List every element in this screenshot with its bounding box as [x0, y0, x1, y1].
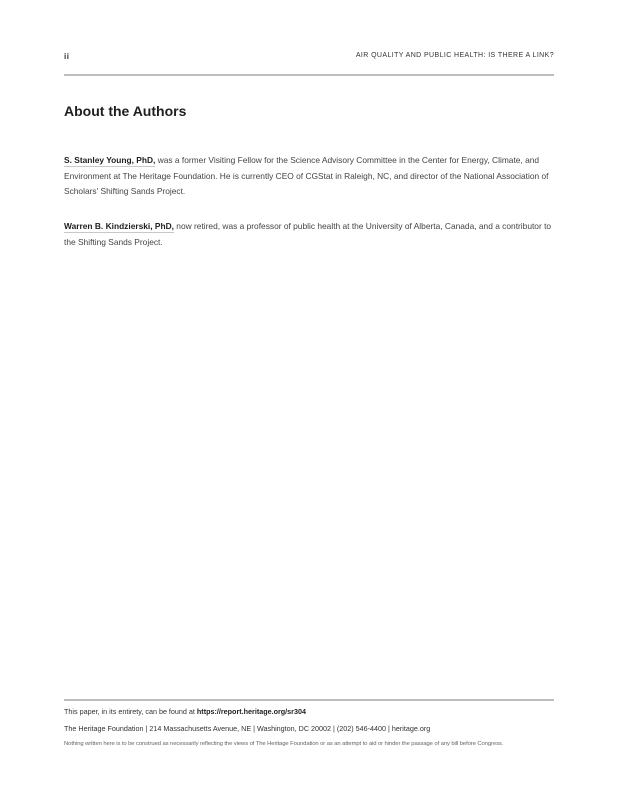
author-bio [64, 219, 554, 250]
footer-address: The Heritage Foundation | 214 Massachusetts Avenue, NE | Washington, DC 20002 | (202) 546-4400 | heritage.org [64, 724, 431, 733]
author-name: Warren B. Kindzierski, PhD, [64, 221, 174, 231]
footer-availability [64, 707, 306, 716]
report-link[interactable]: https://report.heritage.org/sr304 [196, 707, 306, 716]
author-bio-text: was a former Visiting Fellow for the Science Advisory Committee in the Center for Energy, Climate, and Environment at The Heritage Foundation. He is currently CEO of CGStat in Raleigh, NC, and director of the National Association of Scholars' Shifting Sands Project. [64, 155, 549, 196]
page-header [64, 52, 554, 64]
footer-disclaimer: Nothing written here is to be construed as necessarily reflecting the views of The Heritage Foundation or as an attempt to aid or hinder the passage of any bill before Congress. [64, 741, 504, 747]
document-page [64, 0, 554, 800]
footer-divider [64, 699, 554, 701]
header-divider [64, 74, 554, 76]
footer-availability-text: This paper, in its entirety, can be found at [64, 707, 197, 716]
page-number: ii [64, 52, 70, 61]
section-title: About the Authors [64, 103, 187, 119]
author-bio-text: now retired, was a professor of public health at the University of Alberta, Canada, and a contributor to the Shifting Sands Project. [64, 221, 552, 247]
author-name: S. Stanley Young, PhD, [64, 155, 156, 165]
author-bio [64, 153, 554, 200]
running-title: AIR QUALITY AND PUBLIC HEALTH: IS THERE A LINK? [355, 52, 554, 59]
